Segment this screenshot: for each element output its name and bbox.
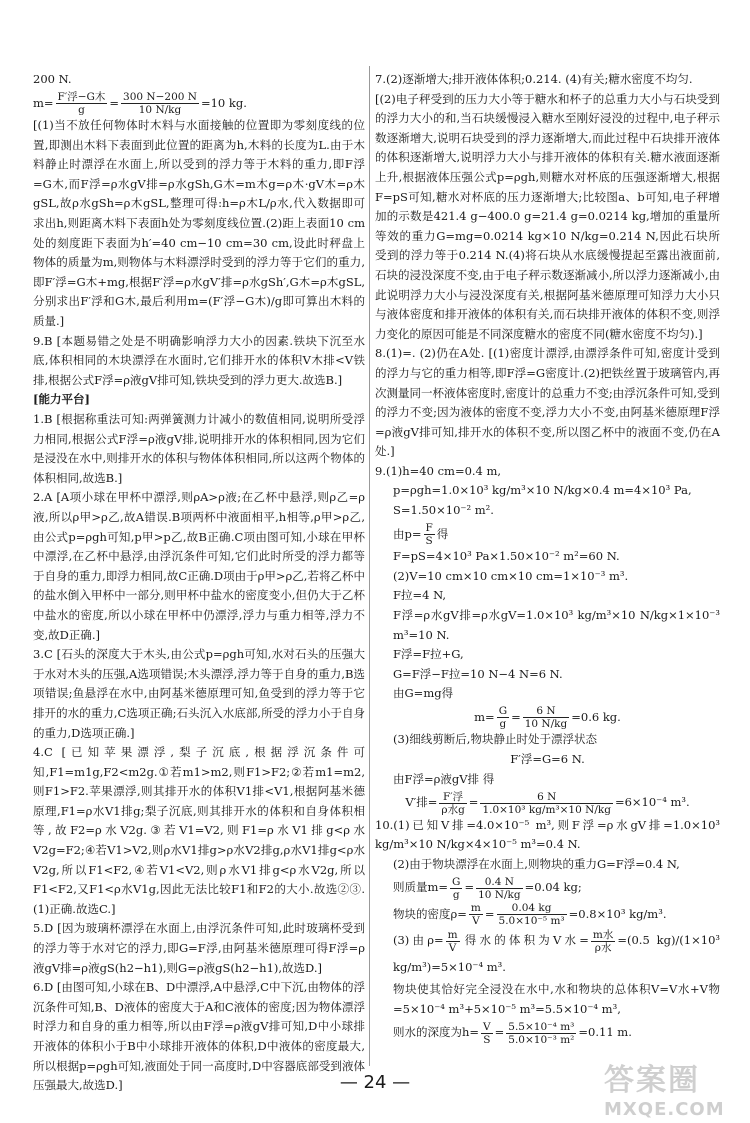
fraction-numerator: 6 N bbox=[480, 791, 613, 804]
section-heading: [能力平台] bbox=[33, 392, 90, 407]
fraction-denominator: S bbox=[483, 1033, 491, 1046]
equation-middle: 得水的体积为V水= bbox=[461, 933, 589, 948]
fraction-denominator: 5.0×10⁻³ m² bbox=[508, 1033, 575, 1046]
fraction bbox=[497, 705, 509, 730]
answer-paragraph: 6.D [由图可知,小球在B、D中漂浮,A中悬浮,C中下沉,由物体的浮沉条件可知,B、D液体的密度大于A和C液体的密度;因为物体漂浮时浮力和自身的重力相等,所以由F浮=ρ液gV排可知,D中小球排开液体的体积小于B中小球排开液体的体积,D中液体的密度最大,所以根据p=ρgh可知,液面处于同一高度时,D中容器底部受到液体压强最大,故选D.] bbox=[33, 980, 365, 1093]
equation-line bbox=[375, 704, 720, 731]
equation-suffix: 得 bbox=[436, 526, 449, 541]
fraction-numerator: m bbox=[470, 902, 481, 915]
fraction-numerator: F bbox=[425, 522, 433, 535]
answer-paragraph: (2)由于物块漂浮在水面上,则物块的重力G=F浮=0.4 N, bbox=[393, 856, 680, 871]
fraction bbox=[591, 929, 615, 954]
answer-paragraph: 由G=mg得 bbox=[393, 686, 454, 701]
fraction-denominator: 10 N/kg bbox=[478, 888, 521, 901]
fraction-denominator: ρ水 bbox=[594, 941, 612, 954]
equation-suffix: =6×10⁻⁴ m³. bbox=[614, 795, 690, 810]
fraction-denominator: S bbox=[425, 535, 433, 548]
answer-paragraph: 8.(1)=. (2)仍在A处. [(1)密度计漂浮,由漂浮条件可知,密度计受到的浮力与它的重力相等,即F浮=G密度计.(2)把铁丝置于玻璃管内,再次测量同一杯液体密度时,密度计的总重力不变;由浮沉条件可知,受到的浮力不变;因为液体的密度不变,浮力大小不变,由阿基米德原理F浮=ρ液gV排可知,排开水的体积不变,所以图乙杯中的液面不变,仍在A处.] bbox=[375, 346, 720, 459]
equation-middle: = bbox=[484, 906, 495, 921]
answer-paragraph: 4.C [已知苹果漂浮,梨子沉底,根据浮沉条件可知,F1=m1g,F2<m2g.①若m1>m2,则F1>F2;②若m1=m2,则F1>F2.苹果漂浮,则其排开水的体积V1排<V1,根据阿基米德原理,F1=ρ水V1排g;梨子沉底,则其排开水的体积和自身体积相等,故F2=ρ水V2g.③若V1=V2,则F1=ρ水V1排g<ρ水V2g=F2;④若V1>V2,则ρ水V1排g>ρ水V2排g,ρ水V1排g<ρ水V2g,所以F1<F2,④若V1<V2,则ρ水V1排g<ρ水V2g,所以F1<F2,又F1<ρ水V1g,因此无法比较F1和F2的大小.故选②③.(1)正确.故选C.] bbox=[33, 745, 365, 916]
equation-prefix: 则质量m= bbox=[393, 880, 449, 895]
answer-paragraph: G=F浮−F拉=10 N−4 N=6 N. bbox=[393, 666, 563, 681]
fraction-denominator: 1.0×10³ kg/m³×10 N/kg bbox=[482, 803, 611, 816]
answer-paragraph: 7.(2)逐渐增大;排开液体体积;0.214. (4)有关;糖水密度不均匀. bbox=[375, 72, 693, 86]
equation-line bbox=[375, 1019, 720, 1046]
answer-paragraph: 5.D [因为玻璃杯漂浮在水面上,由浮沉条件可知,此时玻璃杯受到的浮力等于水对它的浮力,即G=F浮,由阿基米德原理可得F浮=ρ液gV排=ρ液gS(h2−h1),则G=ρ液gS(h2−h1),故选D.] bbox=[33, 921, 365, 975]
equation-suffix: =(0.5 kg)/(1×10³ kg/m³)=5×10⁻⁴ m³. bbox=[393, 933, 720, 974]
answer-paragraph: F浮=F拉+G, bbox=[393, 647, 464, 662]
fraction-numerator: F′浮 bbox=[439, 791, 466, 804]
fraction bbox=[439, 791, 466, 816]
fraction-denominator: ρ水g bbox=[441, 803, 465, 816]
fraction-denominator: g bbox=[452, 888, 460, 901]
equation-line bbox=[375, 521, 720, 548]
page-number: — 24 — bbox=[339, 1072, 411, 1093]
fraction bbox=[523, 705, 570, 730]
answer-paragraph: 1.B [根据称重法可知:两弹簧测力计减小的数值相同,说明所受浮力相同,根据公式F浮=ρ液gV排,说明排开水的体积相同,因为它们是浸没在水中,则排开水的体积与物体体积相同,所以这两个物体的体积相同,故选B.] bbox=[33, 412, 365, 485]
answer-paragraph: 由F浮=ρ液gV排 得 bbox=[393, 771, 495, 786]
fraction bbox=[121, 91, 199, 116]
equation-middle: = bbox=[511, 709, 521, 724]
fraction-numerator: G bbox=[498, 705, 508, 718]
fraction bbox=[481, 1021, 493, 1046]
fraction-numerator: G bbox=[452, 875, 461, 888]
fraction-numerator: 300 N−200 N bbox=[123, 91, 197, 104]
answer-paragraph: p=ρgh=1.0×10³ kg/m³×10 N/kg×0.4 m=4×10³ Pa, bbox=[393, 483, 692, 498]
answer-paragraph: [(2)电子秤受到的压力大小等于糖水和杯子的总重力大小与石块受到的浮力大小的和,当石块缓慢浸入糖水至刚好浸没的过程中,电子秤示数逐渐增大,说明石块受到的浮力逐渐增大,而此过程中石块排开液体的体积逐渐增大,说明浮力大小与排开液体的体积有关.糖水液面逐渐上升,根据液体压强公式p=ρgh,则糖水对杯底的压强逐渐增大,根据F=pS可知,糖水对杯底的压力逐渐增大;比较图a、b可知,电子秤增加的示数是421.4 g−400.0 g=21.4 g=0.0214 kg,增加的重量所等效的重力G=mg=0.0214 kg×10 N/kg=0.214 N,因此石块所受到的浮力等于0.214 N.(4)将石块从水底缓慢提起至露出液面前,石块的浸没深度不变,由于电子秤示数逐渐减小,所以浮力逐渐减小,由此说明浮力大小与浸没深度有关,根据阿基米德原理可知浮力大小只与液体密度和排开液体的体积有关,而石块排开液体的体积不变,则浮力变化的原因可能是不同深度糖水的密度不同(糖水密度不均匀).] bbox=[375, 91, 720, 341]
watermark-logo-text: 答案圈 bbox=[604, 1063, 700, 1098]
answer-paragraph: 9.(1)h=40 cm=0.4 m, bbox=[375, 463, 502, 478]
fraction-denominator: 10 N/kg bbox=[524, 718, 568, 731]
equation-middle: = bbox=[464, 880, 475, 895]
fraction bbox=[424, 522, 435, 547]
equation-suffix: =0.04 kg; bbox=[524, 880, 582, 895]
fraction bbox=[446, 929, 460, 954]
equation-prefix: (3)由ρ= bbox=[393, 933, 444, 948]
equation-middle: = bbox=[468, 795, 479, 810]
fraction-denominator: 10 N/kg bbox=[138, 104, 182, 117]
answer-paragraph: F拉=4 N, bbox=[393, 588, 447, 603]
fraction bbox=[506, 1021, 576, 1046]
equation-suffix: =0.6 kg. bbox=[571, 709, 621, 724]
equation-prefix: V′排= bbox=[405, 795, 438, 810]
fraction-numerator: 6 N bbox=[523, 705, 570, 718]
answer-paragraph: 200 N. bbox=[33, 72, 72, 86]
answer-paragraph: 10.(1)已知V排=4.0×10⁻⁵ m³,则F浮=ρ水gV排=1.0×10³ kg/m³×10 N/kg×4×10⁻⁵ m³=0.4 N. bbox=[375, 817, 720, 852]
equation-middle: = bbox=[494, 1025, 505, 1040]
fraction-numerator: 0.04 kg bbox=[497, 902, 567, 915]
column-divider bbox=[369, 66, 370, 1066]
equation-line bbox=[375, 927, 720, 980]
answer-paragraph: 3.C [石头的深度大于木头,由公式p=ρgh可知,水对石头的压强大于水对木头的压强,A选项错误;木头漂浮,浮力等于自身的重力,B选项错误;鱼悬浮在水中,由阿基米德原理可知,鱼受到的浮力等于它排开的水的重力,C选项正确;石头沉入水底部,所受的浮力小于自身的重力,D选项正确.] bbox=[33, 647, 365, 740]
answer-paragraph: (2)V=10 cm×10 cm×10 cm=1×10⁻³ m³. bbox=[393, 568, 629, 583]
fraction bbox=[476, 876, 523, 901]
equation-suffix: =10 kg. bbox=[200, 95, 247, 110]
fraction-numerator: m bbox=[447, 928, 458, 941]
equation-prefix: 由p= bbox=[393, 526, 422, 541]
fraction-numerator: F′浮−G木 bbox=[57, 91, 106, 104]
answer-paragraph: F浮=ρ水gV排=ρ水gV=1.0×10³ kg/m³×10 N/kg×1×10⁻³ m³=10 N. bbox=[393, 607, 720, 642]
fraction bbox=[450, 876, 462, 901]
watermark-logo bbox=[604, 1055, 734, 1120]
answer-paragraph: (3)细线剪断后,物块静止时处于漂浮状态 bbox=[393, 732, 597, 747]
fraction-numerator: V bbox=[483, 1020, 491, 1033]
equation-suffix: =0.8×10³ kg/m³. bbox=[568, 906, 667, 921]
fraction-numerator: m水 bbox=[592, 928, 614, 941]
equation-line bbox=[375, 789, 720, 816]
equation-prefix: 物块的密度ρ= bbox=[393, 906, 467, 921]
fraction-denominator: V bbox=[472, 915, 480, 928]
answer-paragraph: S=1.50×10⁻² m². bbox=[393, 503, 494, 518]
fraction bbox=[469, 902, 483, 927]
fraction bbox=[56, 91, 108, 116]
equation-prefix: m= bbox=[474, 709, 495, 724]
fraction-numerator: 0.4 N bbox=[476, 876, 523, 889]
watermark-url: MXQE.COM bbox=[604, 1099, 725, 1120]
answer-paragraph: 物块使其恰好完全浸没在水中,水和物块的总体积V=V水+V物=5×10⁻⁴ m³+5×10⁻⁵ m³=5.5×10⁻⁴ m³, bbox=[393, 981, 720, 1016]
answer-paragraph: F=pS=4×10³ Pa×1.50×10⁻² m²=60 N. bbox=[393, 549, 620, 564]
fraction-numerator: 5.5×10⁻⁴ m³ bbox=[508, 1020, 575, 1033]
equation-line bbox=[375, 901, 720, 928]
left-column bbox=[33, 70, 365, 1096]
equation-middle: = bbox=[109, 95, 120, 110]
equation-line bbox=[33, 90, 365, 117]
equation-suffix: =0.11 m. bbox=[578, 1025, 632, 1040]
right-column bbox=[375, 70, 720, 1046]
fraction bbox=[480, 791, 613, 816]
answer-paragraph: F′浮=G=6 N. bbox=[510, 752, 585, 766]
equation-prefix: 则水的深度为h= bbox=[393, 1025, 480, 1040]
equation-line bbox=[375, 874, 720, 901]
answer-paragraph: 2.A [A项小球在甲杯中漂浮,则ρA>ρ液;在乙杯中悬浮,则ρ乙=ρ液,所以ρ甲>ρ乙,故A错误.B项两杯中液面相平,h相等,ρ甲>ρ乙,由公式p=ρgh可知,p甲>p乙,故B正确.C项由图可知,小球在甲杯中漂浮,在乙杯中悬浮,由浮沉条件可知,它们此时所受的浮力都等于自身的重力,即浮力相同,故C正确.D项由于ρ甲>ρ乙,若将乙杯中的盐水倒入甲杯中一部分,则甲杯中盐水的密度变小,但仍大于乙杯中盐水的密度,所以小球在甲杯中仍漂浮,浮力与重力相等,浮力不变,故D正确.] bbox=[33, 490, 365, 642]
equation-prefix: m= bbox=[33, 95, 54, 110]
fraction-denominator: g bbox=[499, 718, 507, 731]
answer-paragraph: [(1)当不放任何物体时木料与水面接触的位置即为零刻度线的位置,即测出木料下表面到此位置的距离为h,木料的长度为L.由于木料静止时漂浮在水面上,所以受到的浮力等于木料的重力,即F浮=G木,而F浮=ρ水gV排=ρ水gSh,G木=m木g=ρ木·gV木=ρ木gSL,故ρ水gSh=ρ木gSL,整理可得:h=ρ木L/ρ水,代入数据即可求出h,则距离木料下表面h处为零刻度线位置.(2)距上表面10 cm处的刻度距下表面为h′=40 cm−10 cm=30 cm,设此时秤盘上物体的质量为m,则物体与木料漂浮时受到的浮力等于它们的重力,即F′浮=G木+mg,根据F′浮=ρ水gV′排=ρ水gSh′,G木=ρ木gSL,分别求出F′浮和G木,最后利用m=(F′浮−G木)/g即可算出木料的质量.] bbox=[33, 118, 365, 329]
fraction-denominator: V bbox=[448, 941, 457, 954]
fraction-denominator: 5.0×10⁻⁵ m³ bbox=[498, 915, 565, 928]
fraction bbox=[497, 902, 567, 927]
answer-paragraph: 9.B [本题易错之处是不明确影响浮力大小的因素.铁块下沉至水底,体积相同的木块漂浮在水面时,它们排开水的体积V木排<V铁排,根据公式F浮=ρ液gV排可知,铁块受到的浮力更大.故选B.] bbox=[33, 333, 365, 387]
fraction-denominator: g bbox=[78, 104, 85, 117]
